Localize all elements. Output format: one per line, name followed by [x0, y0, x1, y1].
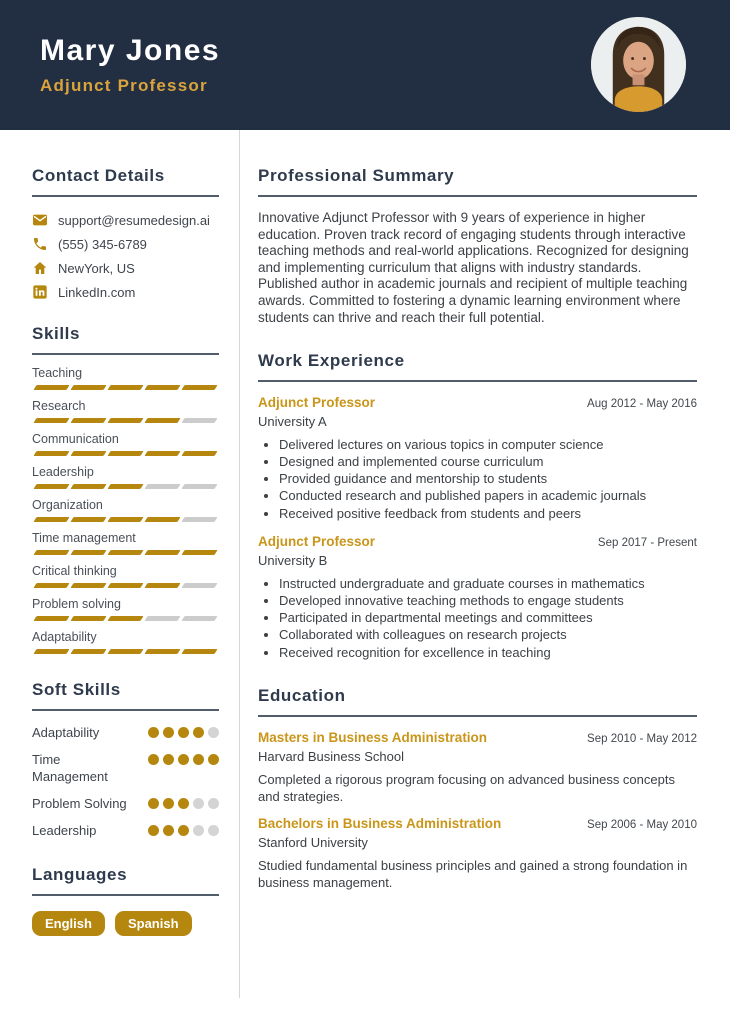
skill-bar-segment — [181, 484, 217, 489]
skill-bar — [32, 517, 219, 522]
rating-dot — [208, 754, 219, 765]
skill-bar-segment — [33, 484, 69, 489]
skill-bar-segment — [107, 484, 143, 489]
job-company: University B — [258, 553, 328, 569]
job-bullet: • Received positive feedback from students and peers — [279, 506, 697, 523]
education-entry — [258, 816, 697, 891]
skill-bar — [32, 385, 219, 390]
skill-bar-segment — [181, 649, 217, 654]
contact-list — [32, 212, 219, 300]
soft-skills-section — [32, 680, 219, 839]
rating-dot — [163, 825, 174, 836]
skill-bar — [32, 451, 219, 456]
skill-bar-segment — [33, 649, 69, 654]
rating-dot — [163, 727, 174, 738]
skill-bar — [32, 550, 219, 555]
summary-heading: Professional Summary — [258, 166, 697, 197]
rating-dot — [208, 798, 219, 809]
languages-section — [32, 865, 219, 936]
rating-dot — [193, 798, 204, 809]
skill-bar-segment — [33, 385, 69, 390]
skill-label: Time management — [32, 531, 136, 545]
skill-bar-segment — [70, 517, 106, 522]
soft-skill-item — [32, 724, 219, 741]
person-name: Mary Jones — [40, 34, 221, 67]
skill-item — [32, 498, 219, 522]
skill-label: Critical thinking — [32, 564, 117, 578]
rating-dot — [178, 727, 189, 738]
skills-heading: Skills — [32, 324, 219, 355]
soft-skill-label: Time Management — [32, 752, 108, 784]
education-header — [258, 816, 697, 831]
rating-dot — [148, 754, 159, 765]
skill-label: Adaptability — [32, 630, 97, 644]
skill-item — [32, 432, 219, 456]
summary-section — [258, 166, 697, 326]
rating-dot — [208, 825, 219, 836]
education-header — [258, 730, 697, 745]
job-title: Adjunct Professor — [258, 395, 376, 411]
skill-bar-segment — [107, 517, 143, 522]
rating-dot — [178, 798, 189, 809]
contact-text: LinkedIn.com — [58, 284, 136, 300]
skill-bar-segment — [107, 649, 143, 654]
skill-item — [32, 399, 219, 423]
education-dates: Sep 2010 - May 2012 — [587, 733, 697, 746]
summary-text: Innovative Adjunct Professor with 9 years of experience in higher education. Proven track record of engaging students through interactive teaching methods and real-world applications. Recognized for designing and implementing curriculum that aligns with industry standards. Published author in academic journals and recipient of multiple teaching awards. Committed to fostering a dynamic learning environment where students can thrive and reach their full potential. — [258, 210, 689, 325]
soft-skill-label: Leadership — [32, 823, 97, 838]
jobs-list — [258, 395, 697, 661]
language-badge: Spanish — [115, 911, 192, 936]
skill-bar — [32, 418, 219, 423]
skill-bar-segment — [33, 517, 69, 522]
rating-dot — [193, 754, 204, 765]
skill-bar-segment — [144, 550, 180, 555]
skill-item — [32, 366, 219, 390]
languages-heading: Languages — [32, 865, 219, 896]
avatar-illustration — [591, 17, 686, 112]
rating-dot — [178, 754, 189, 765]
skill-bar-segment — [33, 451, 69, 456]
job-bullets — [258, 576, 697, 661]
education-section — [258, 686, 697, 891]
soft-skill-item — [32, 751, 219, 785]
skill-bar-segment — [144, 616, 180, 621]
contact-item — [32, 212, 219, 228]
column-divider — [239, 130, 240, 998]
rating-dot — [148, 825, 159, 836]
skills-section — [32, 324, 219, 654]
skill-bar-segment — [70, 649, 106, 654]
skill-bar-segment — [33, 550, 69, 555]
rating-dot — [193, 727, 204, 738]
person-title: Adjunct Professor — [40, 76, 208, 95]
linkedin-icon — [32, 284, 48, 300]
skill-label: Leadership — [32, 465, 94, 479]
soft-skill-item — [32, 822, 219, 839]
skill-bar-segment — [144, 385, 180, 390]
home-icon — [32, 260, 48, 276]
rating-dot — [208, 727, 219, 738]
skill-label: Organization — [32, 498, 103, 512]
header — [0, 0, 730, 130]
job-title: Adjunct Professor — [258, 534, 376, 550]
skill-bar-segment — [181, 418, 217, 423]
education-entry — [258, 730, 697, 805]
experience-heading: Work Experience — [258, 351, 697, 382]
skill-bar — [32, 583, 219, 588]
education-description: Studied fundamental business principles and gained a strong foundation in business management. — [258, 858, 688, 890]
rating-dot — [163, 798, 174, 809]
profile-photo — [591, 17, 686, 112]
contact-item — [32, 236, 219, 252]
contact-section — [32, 166, 219, 300]
contact-text: NewYork, US — [58, 260, 135, 276]
language-badge: English — [32, 911, 105, 936]
skill-bar-segment — [181, 616, 217, 621]
rating-dot — [163, 754, 174, 765]
skill-label: Research — [32, 399, 86, 413]
skill-label: Teaching — [32, 366, 83, 380]
job-company: University A — [258, 414, 327, 430]
skill-item — [32, 531, 219, 555]
skill-item — [32, 564, 219, 588]
education-description: Completed a rigorous program focusing on advanced business concepts and strategies. — [258, 772, 675, 804]
skill-bar-segment — [70, 550, 106, 555]
education-dates: Sep 2006 - May 2010 — [587, 819, 697, 832]
job-dates: Aug 2012 - May 2016 — [587, 398, 697, 411]
skill-bar-segment — [107, 418, 143, 423]
skill-bar-segment — [144, 517, 180, 522]
job-header — [258, 395, 697, 410]
skill-bar-segment — [107, 550, 143, 555]
job-bullet: • Instructed undergraduate and graduate courses in mathematics — [279, 576, 697, 593]
soft-skill-rating — [148, 724, 219, 738]
skill-item — [32, 630, 219, 654]
skill-bar-segment — [107, 451, 143, 456]
skills-list — [32, 366, 219, 654]
skill-item — [32, 465, 219, 489]
skill-bar — [32, 484, 219, 489]
skill-bar-segment — [33, 418, 69, 423]
job-bullet: • Provided guidance and mentorship to students — [279, 471, 697, 488]
contact-item — [32, 260, 219, 276]
job-header — [258, 534, 697, 549]
job-bullet: • Participated in departmental meetings and committees — [279, 610, 697, 627]
soft-skill-rating — [148, 751, 219, 765]
soft-skill-rating — [148, 822, 219, 836]
education-school: Harvard Business School — [258, 749, 404, 765]
job-entry — [258, 534, 697, 661]
sidebar — [0, 130, 239, 936]
rating-dot — [148, 798, 159, 809]
skill-bar-segment — [33, 583, 69, 588]
job-entry — [258, 395, 697, 522]
skill-bar-segment — [181, 517, 217, 522]
skill-item — [32, 597, 219, 621]
job-bullet: • Developed innovative teaching methods to engage students — [279, 593, 697, 610]
contact-text: (555) 345-6789 — [58, 236, 147, 252]
experience-section — [258, 351, 697, 661]
skill-bar-segment — [70, 418, 106, 423]
skill-bar-segment — [181, 451, 217, 456]
soft-skills-list — [32, 724, 219, 839]
contact-item — [32, 284, 219, 300]
skill-bar-segment — [181, 385, 217, 390]
skill-label: Problem solving — [32, 597, 121, 611]
phone-icon — [32, 236, 48, 252]
job-bullet: • Collaborated with colleagues on research projects — [279, 627, 697, 644]
skill-bar-segment — [70, 583, 106, 588]
skill-bar-segment — [70, 484, 106, 489]
skill-bar-segment — [144, 418, 180, 423]
skill-bar-segment — [33, 616, 69, 621]
contact-text: support@resumedesign.ai — [58, 212, 210, 228]
education-list — [258, 730, 697, 891]
education-heading: Education — [258, 686, 697, 717]
rating-dot — [193, 825, 204, 836]
job-bullets — [258, 437, 697, 522]
rating-dot — [178, 825, 189, 836]
education-degree: Bachelors in Business Administration — [258, 816, 502, 832]
skill-bar-segment — [144, 583, 180, 588]
skill-label: Communication — [32, 432, 119, 446]
skill-bar-segment — [181, 550, 217, 555]
skill-bar-segment — [144, 484, 180, 489]
job-bullet: • Received recognition for excellence in teaching — [279, 645, 697, 662]
job-dates: Sep 2017 - Present — [597, 537, 697, 550]
soft-skills-heading: Soft Skills — [32, 680, 219, 711]
languages-list — [32, 911, 219, 936]
skill-bar-segment — [70, 385, 106, 390]
soft-skill-label: Problem Solving — [32, 796, 127, 811]
job-bullet: • Delivered lectures on various topics in computer science — [279, 437, 697, 454]
education-degree: Masters in Business Administration — [258, 730, 488, 746]
skill-bar — [32, 616, 219, 621]
rating-dot — [148, 727, 159, 738]
skill-bar-segment — [144, 649, 180, 654]
skill-bar-segment — [107, 616, 143, 621]
skill-bar-segment — [70, 616, 106, 621]
skill-bar-segment — [181, 583, 217, 588]
soft-skill-item — [32, 795, 219, 812]
soft-skill-rating — [148, 795, 219, 809]
skill-bar-segment — [144, 451, 180, 456]
education-school: Stanford University — [258, 835, 368, 851]
skill-bar-segment — [107, 385, 143, 390]
email-icon — [32, 212, 48, 228]
skill-bar-segment — [107, 583, 143, 588]
skill-bar — [32, 649, 219, 654]
main-column — [239, 130, 730, 891]
soft-skill-label: Adaptability — [32, 725, 100, 740]
skill-bar-segment — [70, 451, 106, 456]
job-bullet: • Conducted research and published papers in academic journals — [279, 488, 697, 505]
contact-heading: Contact Details — [32, 166, 219, 197]
job-bullet: • Designed and implemented course curriculum — [279, 454, 697, 471]
